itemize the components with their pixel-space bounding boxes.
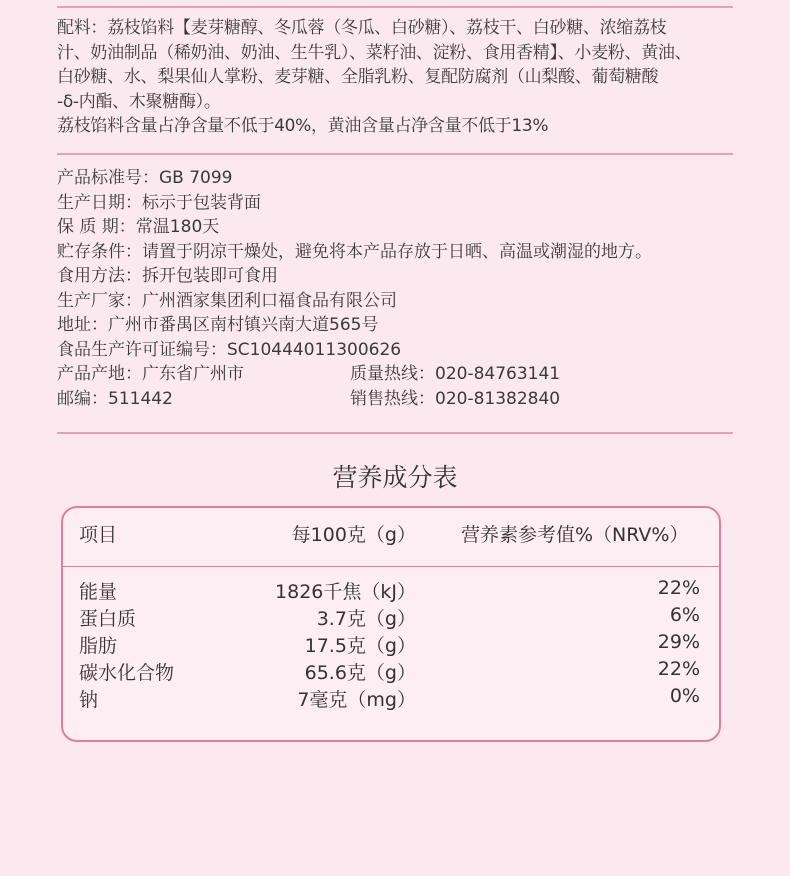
nutrient-value: 7毫克（mg）: [297, 689, 416, 711]
nutrition-table-header: [0, 520, 790, 550]
nutrition-table-title: 营养成分表: [332, 463, 458, 492]
ingredients-section: [57, 16, 737, 139]
address: 地址：广州市番禺区南村镇兴南大道565号: [57, 315, 379, 335]
production-license: 食品生产许可证编号：SC10444011300626: [57, 339, 402, 360]
filling-content-note: 荔枝馅料含量占净含量不低于40%，黄油含量占净含量不低于13%: [57, 116, 549, 136]
ingredients-line: 白砂糖、水、梨果仙人掌粉、麦芽糖、全脂乳粉、复配防腐剂（山梨酸、葡萄糖酸: [57, 67, 659, 87]
table-row: [0, 577, 790, 604]
quality-hotline: 质量热线：020-84763141: [350, 364, 561, 384]
ingredients-line: 配料：荔枝馅料【麦芽糖醇、冬瓜蓉（冬瓜、白砂糖）、荔枝干、白砂糖、浓缩荔枝: [57, 18, 667, 38]
header-item: 项目: [79, 524, 118, 546]
nutrient-nrv: 29%: [657, 631, 700, 653]
nutrient-value: 17.5克（g）: [304, 635, 416, 657]
postcode-hotline-row: [57, 387, 737, 412]
nutrient-name: 能量: [79, 581, 118, 603]
nutrient-name: 碳水化合物: [79, 662, 175, 684]
middle-divider: [57, 153, 733, 155]
nutrient-nrv: 22%: [657, 577, 700, 599]
nutrient-value: 65.6克（g）: [304, 662, 416, 684]
product-standard: 产品标准号：GB 7099: [57, 168, 233, 188]
origin-hotline-row: [57, 362, 737, 387]
nutrient-nrv: 22%: [657, 658, 700, 680]
header-nrv: 营养素参考值%（NRV%）: [461, 524, 689, 546]
bottom-divider: [57, 432, 733, 434]
nutrient-name: 钠: [79, 689, 99, 711]
table-row: [0, 658, 790, 685]
storage-conditions: 贮存条件：请置于阴凉干燥处，避免将本产品存放于日晒、高温或潮湿的地方。: [57, 241, 652, 262]
nutrient-value: 3.7克（g）: [316, 608, 416, 630]
product-info-section: [57, 166, 737, 411]
product-origin: 产品产地：广东省广州市: [57, 364, 244, 384]
header-per-100g: 每100克（g）: [291, 524, 416, 546]
nutrition-header-separator: [63, 566, 719, 567]
nutrient-name: 蛋白质: [79, 608, 137, 630]
nutrient-name: 脂肪: [79, 635, 118, 657]
nutrient-nrv: 0%: [669, 685, 700, 707]
table-row: [0, 631, 790, 658]
production-date: 生产日期：标示于包装背面: [57, 192, 261, 213]
postcode: 邮编：511442: [57, 388, 173, 409]
manufacturer: 生产厂家：广州酒家集团利口福食品有限公司: [57, 290, 397, 311]
sales-hotline: 销售热线：020-81382840: [350, 388, 561, 409]
usage-method: 食用方法：拆开包装即可食用: [57, 266, 278, 286]
nutrient-value: 1826千焦（kJ）: [275, 581, 416, 603]
ingredients-line: -δ-内酯、木聚糖酶）。: [57, 91, 221, 112]
table-row: [0, 685, 790, 712]
shelf-life: 保 质 期：常温180天: [57, 217, 220, 237]
table-row: [0, 604, 790, 631]
nutrient-nrv: 6%: [669, 604, 700, 626]
top-divider: [57, 6, 733, 8]
ingredients-line: 汁、奶油制品（稀奶油、奶油、生牛乳）、菜籽油、淀粉、食用香精】、小麦粉、黄油、: [57, 42, 692, 63]
